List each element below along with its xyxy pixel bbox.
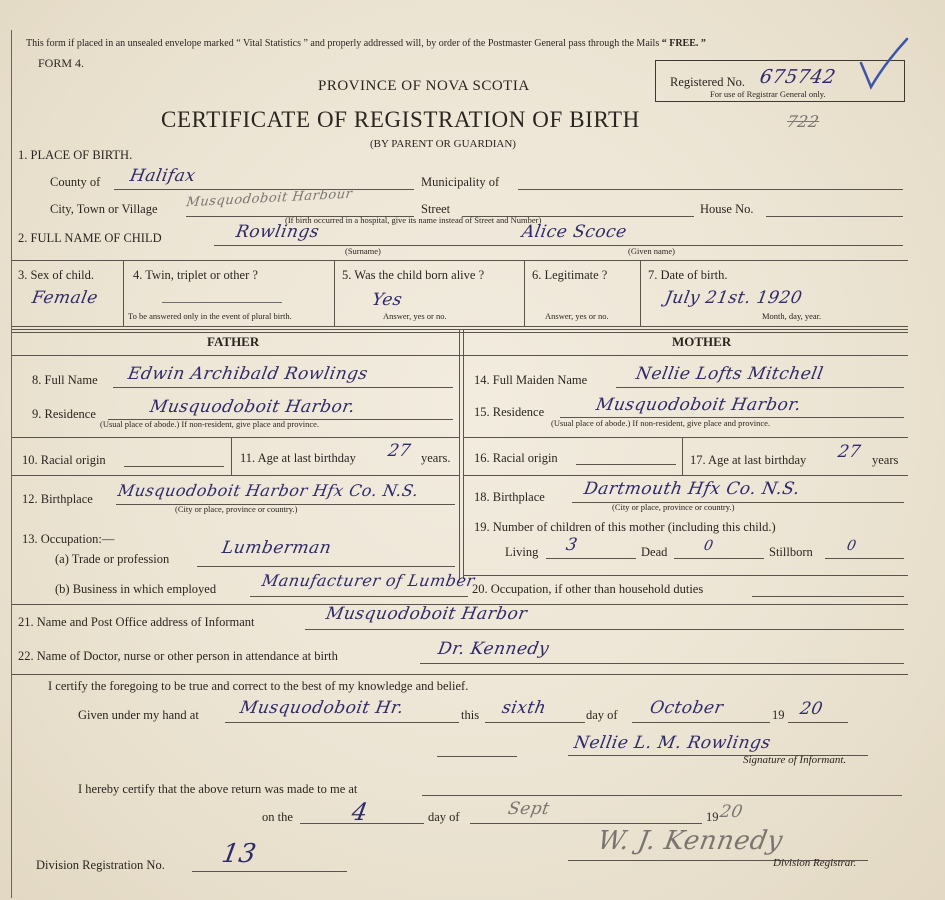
father-birthplace-label: 12. Birthplace [22,492,93,506]
street-label: Street [421,202,451,216]
dob-label: 7. Date of birth. [648,268,728,282]
father-residence-label: 9. Residence [32,407,96,421]
doctor-value: Dr. Kennedy [436,639,551,659]
check-mark-icon [855,33,915,93]
separator-rule [437,756,517,757]
given-place-line [225,722,459,723]
mother-row-divider-1 [463,437,908,438]
registered-value: 675742 [758,66,838,88]
father-residence-note: (Usual place of abode.) If non-resident, give place and province. [100,419,320,429]
registrar-day-line [300,823,424,824]
trade-line [197,566,455,567]
stillborn-label: Stillborn [769,545,813,559]
certificate-subtitle: (BY PARENT OR GUARDIAN) [370,138,516,150]
division-registration-value: 13 [219,839,259,869]
mother-birthplace-label: 18. Birthplace [474,490,545,504]
father-racial-label: 10. Racial origin [22,453,106,467]
alive-value: Yes [370,290,404,310]
given-under-label: Given under my hand at [78,708,199,722]
living-label: Living [505,545,539,559]
division-registration-label: Division Registration No. [36,858,165,872]
alive-note: Answer, yes or no. [383,311,447,321]
certification-top-border [12,674,908,675]
form-number: FORM 4. [38,56,85,70]
stillborn-value: 0 [845,538,858,554]
trade-label: (a) Trade or profession [55,552,170,566]
hospital-note: (If birth occurred in a hospital, give its name instead of Street and Number) [285,215,542,225]
house-number-line [766,216,903,217]
division-registration-line [192,871,347,872]
mother-name-line [616,387,904,388]
given-year-prefix: 19 [772,708,785,722]
mother-age-label: 17. Age at last birthday [690,453,807,467]
dob-note: Month, day, year. [762,311,822,321]
mother-age-value: 27 [836,442,863,462]
child-surname-value: Rowlings [234,222,321,242]
row3-top-border [12,260,908,261]
father-age-value: 27 [386,441,413,461]
row3-bottom-border [12,326,908,327]
sex-value: Female [30,288,100,308]
registrar-use-note: For use of Registrar General only. [710,89,826,99]
postal-notice-free: “ FREE. ” [661,38,706,49]
row3-divider-2 [334,260,335,326]
child-name-line [214,245,903,246]
parents-heading-underline [12,355,908,356]
mother-row-divider-2 [463,475,908,476]
father-birthplace-value: Musquodoboit Harbor Hfx Co. N.S. [116,481,421,500]
informant-signature: Nellie L. M. Rowlings [572,733,773,753]
mother-residence-note: (Usual place of abode.) If non-resident, give place and province. [551,418,771,428]
twin-label: 4. Twin, triplet or other ? [133,268,258,282]
given-day-of-label: day of [586,708,618,722]
mother-racial-line [576,464,676,465]
twin-note: To be answered only in the event of plural birth. [128,311,292,321]
father-name-label: 8. Full Name [32,373,98,387]
registrar-year-prefix: 19 [706,810,719,824]
stillborn-line [825,558,904,559]
county-label: County of [50,175,101,189]
province-heading: PROVINCE OF NOVA SCOTIA [318,78,530,94]
mother-occupation-line [752,596,904,597]
trade-value: Lumberman [220,538,333,558]
mother-name-label: 14. Full Maiden Name [474,373,588,387]
given-place-value: Musquodoboit Hr. [238,698,406,718]
row3-divider-3 [524,260,525,326]
postal-notice: This form if placed in an unsealed envelope marked “ Vital Statistics ” and properly addressed will, by order of the Postmaster General pass through the Mails “ FREE. ” [26,38,706,49]
registrar-on-the-label: on the [262,810,293,824]
registrar-certify-statement: I hereby certify that the above return was made to me at [78,782,358,796]
father-years-label: years. [421,451,451,465]
certificate-title: CERTIFICATE OF REGISTRATION OF BIRTH [161,107,640,132]
place-of-birth-heading: 1. PLACE OF BIRTH. [18,148,133,162]
mother-years-label: years [872,453,899,467]
father-racial-line [124,466,224,467]
registrar-year-value: 20 [718,802,745,822]
mother-name-value: Nellie Lofts Mitchell [634,364,825,384]
mother-residence-label: 15. Residence [474,405,545,419]
mother-racial-label: 16. Racial origin [474,451,558,465]
registrar-month-line [470,823,702,824]
given-year-line [788,722,848,723]
occupation-label: 13. Occupation:— [22,532,115,546]
doctor-label: 22. Name of Doctor, nurse or other person in attendance at birth [18,649,338,663]
father-row-divider-2 [12,475,459,476]
registrar-month-value: Sept [506,799,552,819]
municipality-line [518,189,903,190]
father-residence-value: Musquodoboit Harbor. [148,397,357,417]
legitimate-label: 6. Legitimate ? [532,268,608,282]
business-label: (b) Business in which employed [55,582,217,596]
mother-row-divider-3 [463,575,908,576]
dead-line [674,558,764,559]
house-number-label: House No. [700,202,754,216]
given-name-caption: (Given name) [628,246,675,256]
registrar-signature-label: Division Registrar. [773,857,857,869]
city-label: City, Town or Village [50,202,158,216]
left-border-line [11,30,12,898]
dob-value: July 21st. 1920 [663,288,804,308]
registered-label: Registered No. [670,75,745,89]
informant-label: 21. Name and Post Office address of Informant [18,615,255,629]
registrar-place-line [422,795,902,796]
informant-value: Musquodoboit Harbor [324,604,529,624]
row3-divider-4 [640,260,641,326]
registrar-signature: W. J. Kennedy [595,826,786,856]
father-age-label: 11. Age at last birthday [240,451,356,465]
given-day-line [485,722,585,723]
given-month-value: October [648,698,725,718]
child-given-value: Alice Scoce [520,222,629,242]
mother-residence-value: Musquodoboit Harbor. [594,395,803,415]
mother-birthplace-note: (City or place, province or country.) [612,502,735,512]
municipality-label: Municipality of [421,175,500,189]
doctor-line [420,663,904,664]
row3-divider-1 [123,260,124,326]
mother-occupation-label: 20. Occupation, if other than household duties [472,582,704,596]
certify-statement: I certify the foregoing to be true and correct to the best of my knowledge and belief. [48,679,469,693]
business-line [250,596,468,597]
alive-label: 5. Was the child born alive ? [342,268,485,282]
mother-heading: MOTHER [672,334,732,349]
mother-racial-age-divider [682,437,683,475]
father-racial-age-divider [231,437,232,475]
children-count-label: 19. Number of children of this mother (including this child.) [474,520,776,534]
dead-value: 0 [702,538,715,554]
city-value: Musquodoboit Harbour [185,186,354,211]
mother-birthplace-value: Dartmouth Hfx Co. N.S. [582,479,802,499]
legitimate-note: Answer, yes or no. [545,311,609,321]
father-row-divider-1 [12,437,459,438]
informant-line [305,629,904,630]
father-birthplace-note: (City or place, province or country.) [175,504,298,514]
business-value: Manufacturer of Lumber [260,571,477,590]
living-value: 3 [564,535,580,555]
parents-center-divider [459,329,464,579]
registrar-day-of-label: day of [428,810,460,824]
informant-signature-label: Signature of Informant. [743,754,847,766]
father-heading: FATHER [207,334,260,349]
crossed-number: 722 [785,112,821,131]
registrar-day-value: 4 [349,798,371,826]
twin-answer-line [162,302,282,303]
dead-label: Dead [641,545,668,559]
given-year-value: 20 [798,699,825,719]
given-day-value: sixth [500,698,548,718]
given-month-line [632,722,770,723]
father-name-line [113,387,453,388]
father-name-value: Edwin Archibald Rowlings [126,364,370,384]
county-value: Halifax [128,166,198,186]
sex-label: 3. Sex of child. [18,268,95,282]
child-name-label: 2. FULL NAME OF CHILD [18,231,162,245]
living-line [546,558,636,559]
county-line [114,189,414,190]
this-label: this [461,708,480,722]
surname-caption: (Surname) [345,246,381,256]
